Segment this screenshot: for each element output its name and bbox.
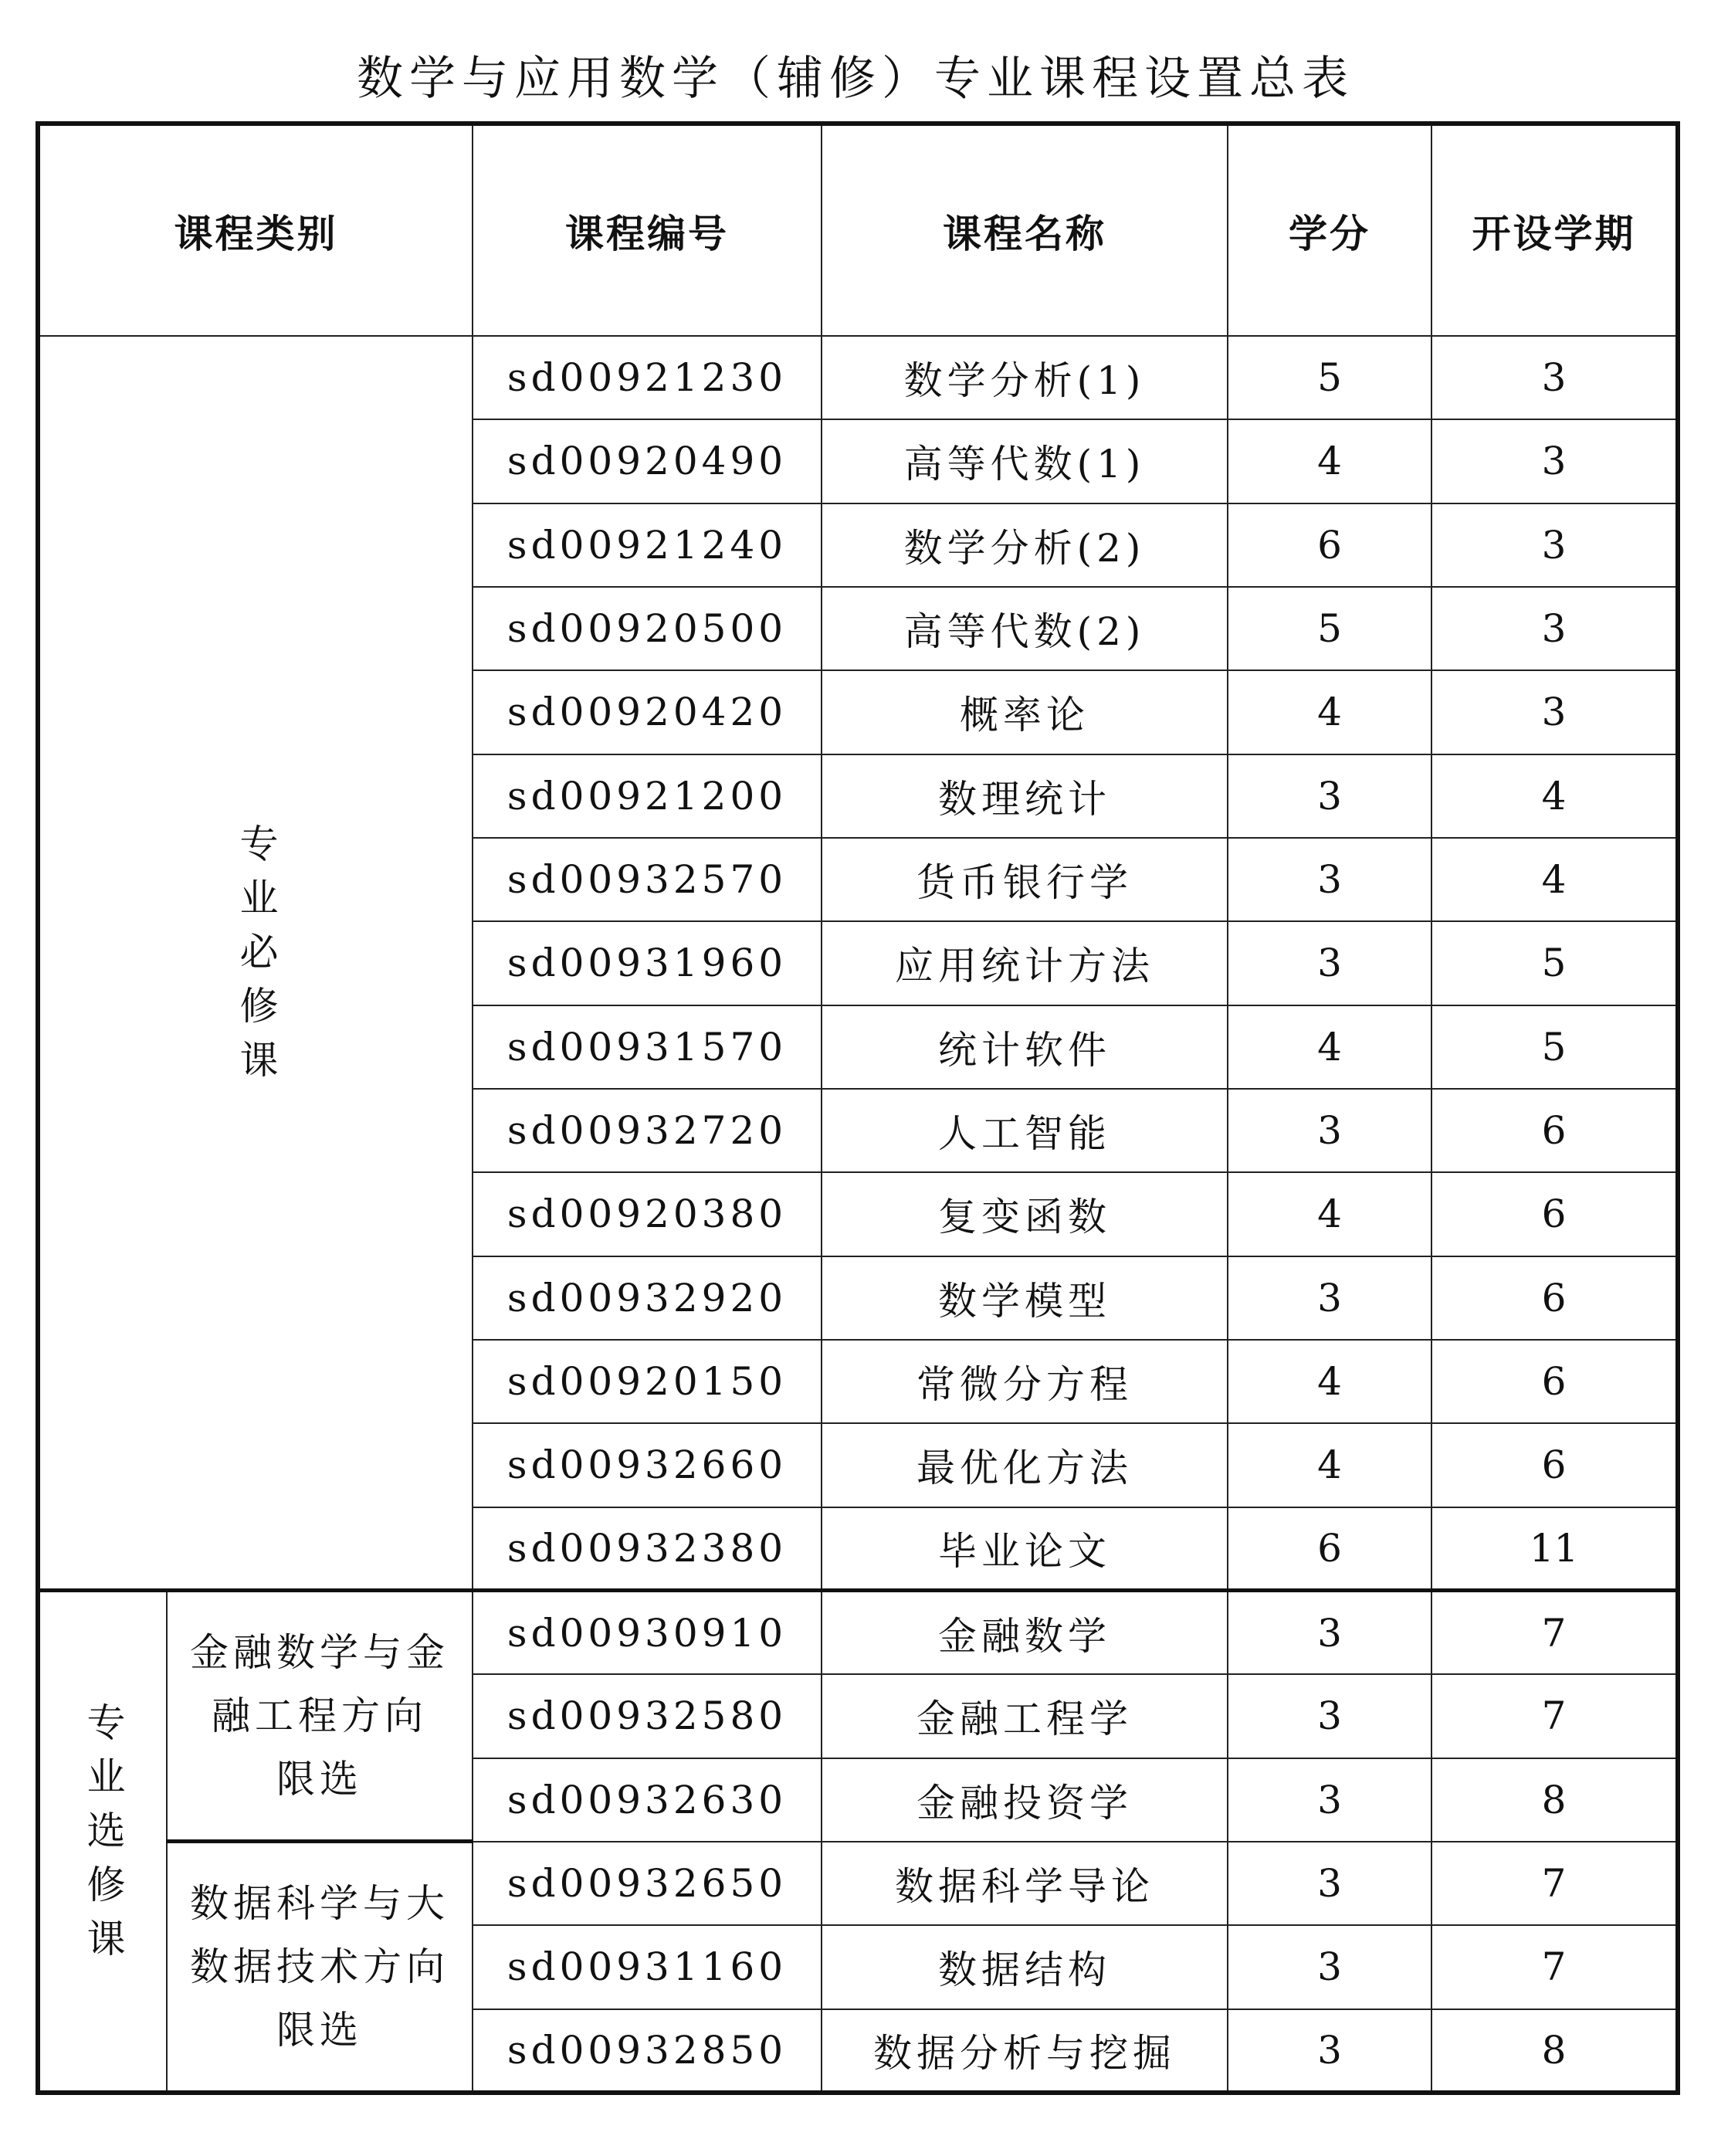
course-code: sd00921230 [473, 336, 822, 419]
course-code: sd00931160 [473, 1925, 822, 2009]
course-credit: 3 [1228, 1089, 1431, 1172]
course-code: sd00932920 [473, 1256, 822, 1340]
course-code: sd00932570 [473, 838, 822, 921]
course-name: 数学模型 [822, 1256, 1228, 1340]
course-semester: 4 [1431, 754, 1678, 838]
header-name: 课程名称 [822, 124, 1228, 336]
course-credit: 6 [1228, 1507, 1431, 1591]
course-credit: 3 [1228, 754, 1431, 838]
course-code: sd00920380 [473, 1172, 822, 1256]
category-required-cell [38, 336, 473, 1591]
course-name: 数学分析(2) [822, 503, 1228, 587]
course-name: 高等代数(1) [822, 419, 1228, 503]
elective-group-label-line: 数据技术方向 [190, 1944, 449, 1990]
course-semester: 6 [1431, 1340, 1678, 1423]
course-credit: 4 [1228, 1005, 1431, 1089]
course-semester: 11 [1431, 1507, 1678, 1591]
course-name: 数据科学导论 [822, 1842, 1228, 1925]
course-code: sd00930910 [473, 1591, 822, 1674]
course-credit: 3 [1228, 838, 1431, 921]
course-name: 数学分析(1) [822, 336, 1228, 419]
elective-group-label-line: 融工程方向 [212, 1693, 428, 1739]
course-name: 复变函数 [822, 1172, 1228, 1256]
course-semester: 3 [1431, 670, 1678, 754]
elective-group-label-line: 数据科学与大 [190, 1881, 449, 1927]
course-semester: 8 [1431, 2009, 1678, 2093]
course-credit: 3 [1228, 1842, 1431, 1925]
course-credit: 3 [1228, 1256, 1431, 1340]
course-credit: 4 [1228, 419, 1431, 503]
course-code: sd00932850 [473, 2009, 822, 2093]
elective-group-label-line: 金融数学与金 [190, 1630, 449, 1676]
course-code: sd00920420 [473, 670, 822, 754]
course-name: 金融工程学 [822, 1674, 1228, 1758]
course-code: sd00920490 [473, 419, 822, 503]
course-name: 人工智能 [822, 1089, 1228, 1172]
course-code: sd00932650 [473, 1842, 822, 1925]
course-semester: 7 [1431, 1925, 1678, 2009]
header-code: 课程编号 [473, 124, 822, 336]
header-semester: 开设学期 [1431, 124, 1678, 336]
elective-group-label-cell [167, 1591, 473, 1842]
course-credit: 4 [1228, 670, 1431, 754]
course-credit: 3 [1228, 1758, 1431, 1842]
table-row [38, 1591, 1678, 1674]
course-semester: 3 [1431, 587, 1678, 670]
course-semester: 6 [1431, 1172, 1678, 1256]
course-semester: 7 [1431, 1842, 1678, 1925]
course-code: sd00921200 [473, 754, 822, 838]
header-category: 课程类别 [38, 124, 473, 336]
course-credit: 5 [1228, 336, 1431, 419]
elective-group-label-line: 限选 [276, 1757, 363, 1802]
course-code: sd00932380 [473, 1507, 822, 1591]
course-credit: 3 [1228, 1925, 1431, 2009]
course-semester: 5 [1431, 1005, 1678, 1089]
course-semester: 3 [1431, 336, 1678, 419]
course-code: sd00932580 [473, 1674, 822, 1758]
course-semester: 3 [1431, 419, 1678, 503]
course-name: 金融数学 [822, 1591, 1228, 1674]
elective-group-label-line: 限选 [276, 2008, 363, 2053]
course-code: sd00921240 [473, 503, 822, 587]
elective-group-label-cell [167, 1842, 473, 2093]
course-code: sd00932660 [473, 1423, 822, 1507]
course-credit: 4 [1228, 1172, 1431, 1256]
header-credit: 学分 [1228, 124, 1431, 336]
course-name: 概率论 [822, 670, 1228, 754]
course-name: 毕业论文 [822, 1507, 1228, 1591]
course-table [36, 121, 1680, 2095]
course-name: 数据分析与挖掘 [822, 2009, 1228, 2093]
course-semester: 8 [1431, 1758, 1678, 1842]
course-semester: 6 [1431, 1089, 1678, 1172]
page-title: 数学与应用数学（辅修）专业课程设置总表 [357, 52, 1354, 106]
course-name: 金融投资学 [822, 1758, 1228, 1842]
course-credit: 3 [1228, 1674, 1431, 1758]
course-code: sd00931960 [473, 921, 822, 1005]
course-credit: 6 [1228, 503, 1431, 587]
course-semester: 7 [1431, 1674, 1678, 1758]
course-semester: 6 [1431, 1423, 1678, 1507]
course-name: 数理统计 [822, 754, 1228, 838]
course-credit: 3 [1228, 1591, 1431, 1674]
course-credit: 4 [1228, 1340, 1431, 1423]
course-credit: 3 [1228, 2009, 1431, 2093]
course-semester: 3 [1431, 503, 1678, 587]
table-row [38, 336, 1678, 419]
course-name: 货币银行学 [822, 838, 1228, 921]
course-credit: 4 [1228, 1423, 1431, 1507]
course-code: sd00920500 [473, 587, 822, 670]
course-name: 常微分方程 [822, 1340, 1228, 1423]
course-name: 统计软件 [822, 1005, 1228, 1089]
category-required-label: 专业必修课 [233, 822, 279, 1093]
course-semester: 7 [1431, 1591, 1678, 1674]
header-row [38, 124, 1678, 336]
course-semester: 5 [1431, 921, 1678, 1005]
course-credit: 5 [1228, 587, 1431, 670]
course-name: 数据结构 [822, 1925, 1228, 2009]
course-code: sd00932720 [473, 1089, 822, 1172]
course-name: 应用统计方法 [822, 921, 1228, 1005]
course-name: 高等代数(2) [822, 587, 1228, 670]
category-elective-label: 专业选修课 [80, 1701, 126, 1972]
course-code: sd00931570 [473, 1005, 822, 1089]
course-credit: 3 [1228, 921, 1431, 1005]
course-semester: 4 [1431, 838, 1678, 921]
course-name: 最优化方法 [822, 1423, 1228, 1507]
course-code: sd00932630 [473, 1758, 822, 1842]
category-elective-cell [38, 1591, 167, 2093]
course-code: sd00920150 [473, 1340, 822, 1423]
table-row [38, 1842, 1678, 1925]
course-semester: 6 [1431, 1256, 1678, 1340]
